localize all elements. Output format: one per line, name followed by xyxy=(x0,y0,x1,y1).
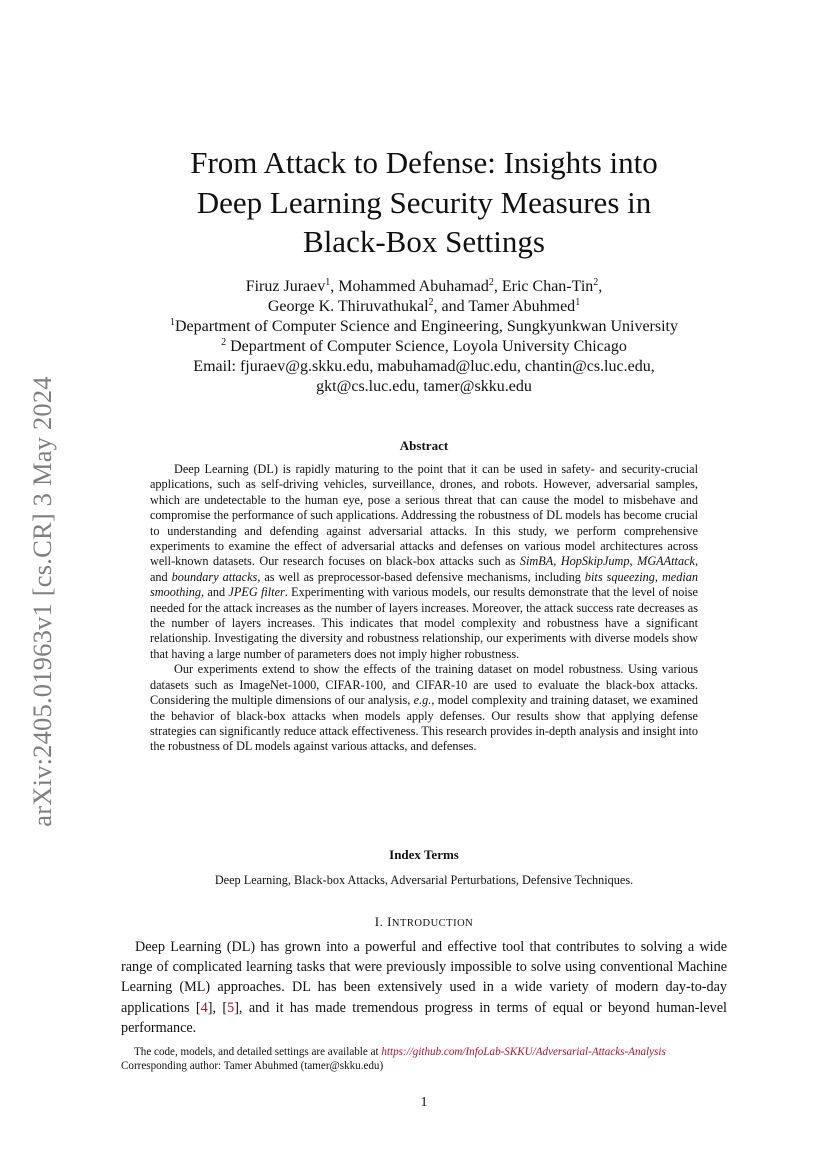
text-run: Deep Learning (DL) is rapidly maturing to the point that it can be used in safety- and security-crucial applications, such as self-driving vehicles, surveillance, drones, and robots. However, adversarial samples, which are undetectable to the human eye, pose a serious threat that can cause the model to misbehave and compromise the performance of such applications. Addressing the robustness of DL models has become crucial to understanding and defending against adversarial attacks. In this study, we perform comprehensive experiments to examine the effect of adversarial attacks and defenses on various model architectures across well-known datasets. Our research focuses on black-box attacks such as xyxy=(150,462,698,569)
emphasis: median smoothing xyxy=(150,569,698,600)
author-separator: , xyxy=(330,278,339,295)
paper-title xyxy=(114,143,734,262)
affiliation-mark: 1 xyxy=(170,317,175,328)
footnote xyxy=(121,1045,761,1073)
github-link[interactable]: https://github.com/InfoLab-SKKU/Adversarial-Attacks-Analysis xyxy=(381,1046,666,1058)
text-run: . Experimenting with various models, our results demonstrate that the level of noise needed for the attack increases as the number of layers increases. Moreover, the attack success rate decreases as the number of layers increases. This indicates that model complexity and robustness have a significant relationship. Investigating the diversity and robustness relationship, our experiments with diverse models show that having a large number of parameters does not imply higher robustness. xyxy=(150,585,698,661)
abstract-body xyxy=(150,462,698,755)
affiliation-text: Department of Computer Science and Engineering, Sungkyunkwan University xyxy=(175,318,678,335)
footnote-line: Corresponding author: Tamer Abuhmed (tamer@skku.edu) xyxy=(121,1060,384,1072)
author-line xyxy=(114,297,734,317)
author-affil-mark: 2 xyxy=(593,277,599,288)
affiliation xyxy=(114,337,734,357)
text-run: The code, models, and detailed settings are available at xyxy=(134,1046,382,1058)
footnote-line xyxy=(121,1045,761,1059)
text-run: , as well as preprocessor-based defensive mechanisms, including xyxy=(257,569,585,584)
author-affil-mark: 2 xyxy=(428,297,434,308)
section-title: NTRODUCTION xyxy=(391,918,474,929)
citation-link[interactable]: 4 xyxy=(200,999,208,1016)
text-run: Our experiments extend to show the effects of the training dataset on model robustness. Using various datasets such as ImageNet-1000, CIFAR-100, and CIFAR-10 are used to evaluate the black-box attacks. Considering the multiple dimensions of our analysis, xyxy=(150,662,698,708)
emphasis: boundary attacks xyxy=(171,569,258,584)
arxiv-stamp xyxy=(22,362,62,840)
author-separator: , xyxy=(598,278,603,295)
text-run: , xyxy=(654,569,662,584)
arxiv-id: arXiv:2405.01963v1 [cs.CR] 3 May 2024 xyxy=(26,375,57,827)
affiliation-text: Department of Computer Science, Loyola University Chicago xyxy=(226,338,627,355)
title-line: Black-Box Settings xyxy=(303,224,545,259)
email-line: Email: fjuraev@g.skku.edu, mabuhamad@luc.edu, chantin@cs.luc.edu, xyxy=(193,358,655,375)
text-run: Deep Learning (DL) has grown into a powerful and effective tool that contributes to solving a wide range of complicated learning tasks that were previously impossible to solve using conventional Machine Learning (ML) approaches. DL has been extensively used in a wide variety of modern day-to-day applications [ xyxy=(121,939,727,1016)
affiliation-mark: 2 xyxy=(221,337,227,348)
emphasis: bits squeezing xyxy=(584,569,655,584)
author-name: Eric Chan-Tin xyxy=(501,278,594,295)
citation-link[interactable]: 5 xyxy=(227,999,235,1016)
text-run: , and xyxy=(201,585,229,600)
abstract-heading: Abstract xyxy=(399,438,449,453)
author-name: Firuz Juraev xyxy=(245,278,326,295)
author-name: Tamer Abuhmed xyxy=(468,298,576,315)
text-run: ], [ xyxy=(207,999,228,1016)
section-heading xyxy=(121,914,727,932)
text-run: , xyxy=(629,554,638,569)
emphasis: SimBA xyxy=(519,554,554,569)
text-run: model complexity and training dataset, we examined the behavior of black-box attacks when models apply defenses. Our results show that applying defense strategies can significantly reduce attack effectiveness. This research provides in-depth analysis and insight into the robustness of DL models against various attacks, and defenses. xyxy=(150,693,698,754)
emphasis: JPEG filter xyxy=(228,585,285,600)
author-line xyxy=(114,277,734,297)
email-line: gkt@cs.luc.edu, tamer@skku.edu xyxy=(316,378,532,395)
affiliation xyxy=(114,317,734,337)
author-separator: , and xyxy=(433,298,469,315)
text-run: , and xyxy=(150,554,699,584)
author-affil-mark: 1 xyxy=(325,277,331,288)
text-run: ], and it has made tremendous progress in terms of equal or beyond human-level performance. xyxy=(121,999,727,1036)
title-line: Deep Learning Security Measures in xyxy=(196,184,652,220)
abstract-paragraph xyxy=(150,662,698,754)
intro-paragraph xyxy=(121,937,727,1038)
author-block xyxy=(114,277,734,397)
emphasis: MGAAttack xyxy=(637,554,695,569)
section-number: I. I xyxy=(374,914,392,929)
text-run: , xyxy=(553,554,561,569)
author-name: George K. Thiruvathukal xyxy=(267,298,429,315)
page-number: 1 xyxy=(420,1095,428,1110)
title-line: From Attack to Defense: Insights into xyxy=(190,145,658,180)
emphasis: HopSkipJump xyxy=(560,554,630,569)
abstract-paragraph xyxy=(150,462,698,662)
index-terms-text: Deep Learning, Black-box Attacks, Adversarial Perturbations, Defensive Techniques. xyxy=(214,873,634,887)
index-terms-heading: Index Terms xyxy=(389,847,459,862)
author-separator: , xyxy=(493,278,502,295)
author-name: Mohammed Abuhamad xyxy=(338,278,489,295)
author-affil-mark: 2 xyxy=(488,277,494,288)
emphasis: e.g., xyxy=(413,693,435,708)
author-affil-mark: 1 xyxy=(575,297,581,308)
